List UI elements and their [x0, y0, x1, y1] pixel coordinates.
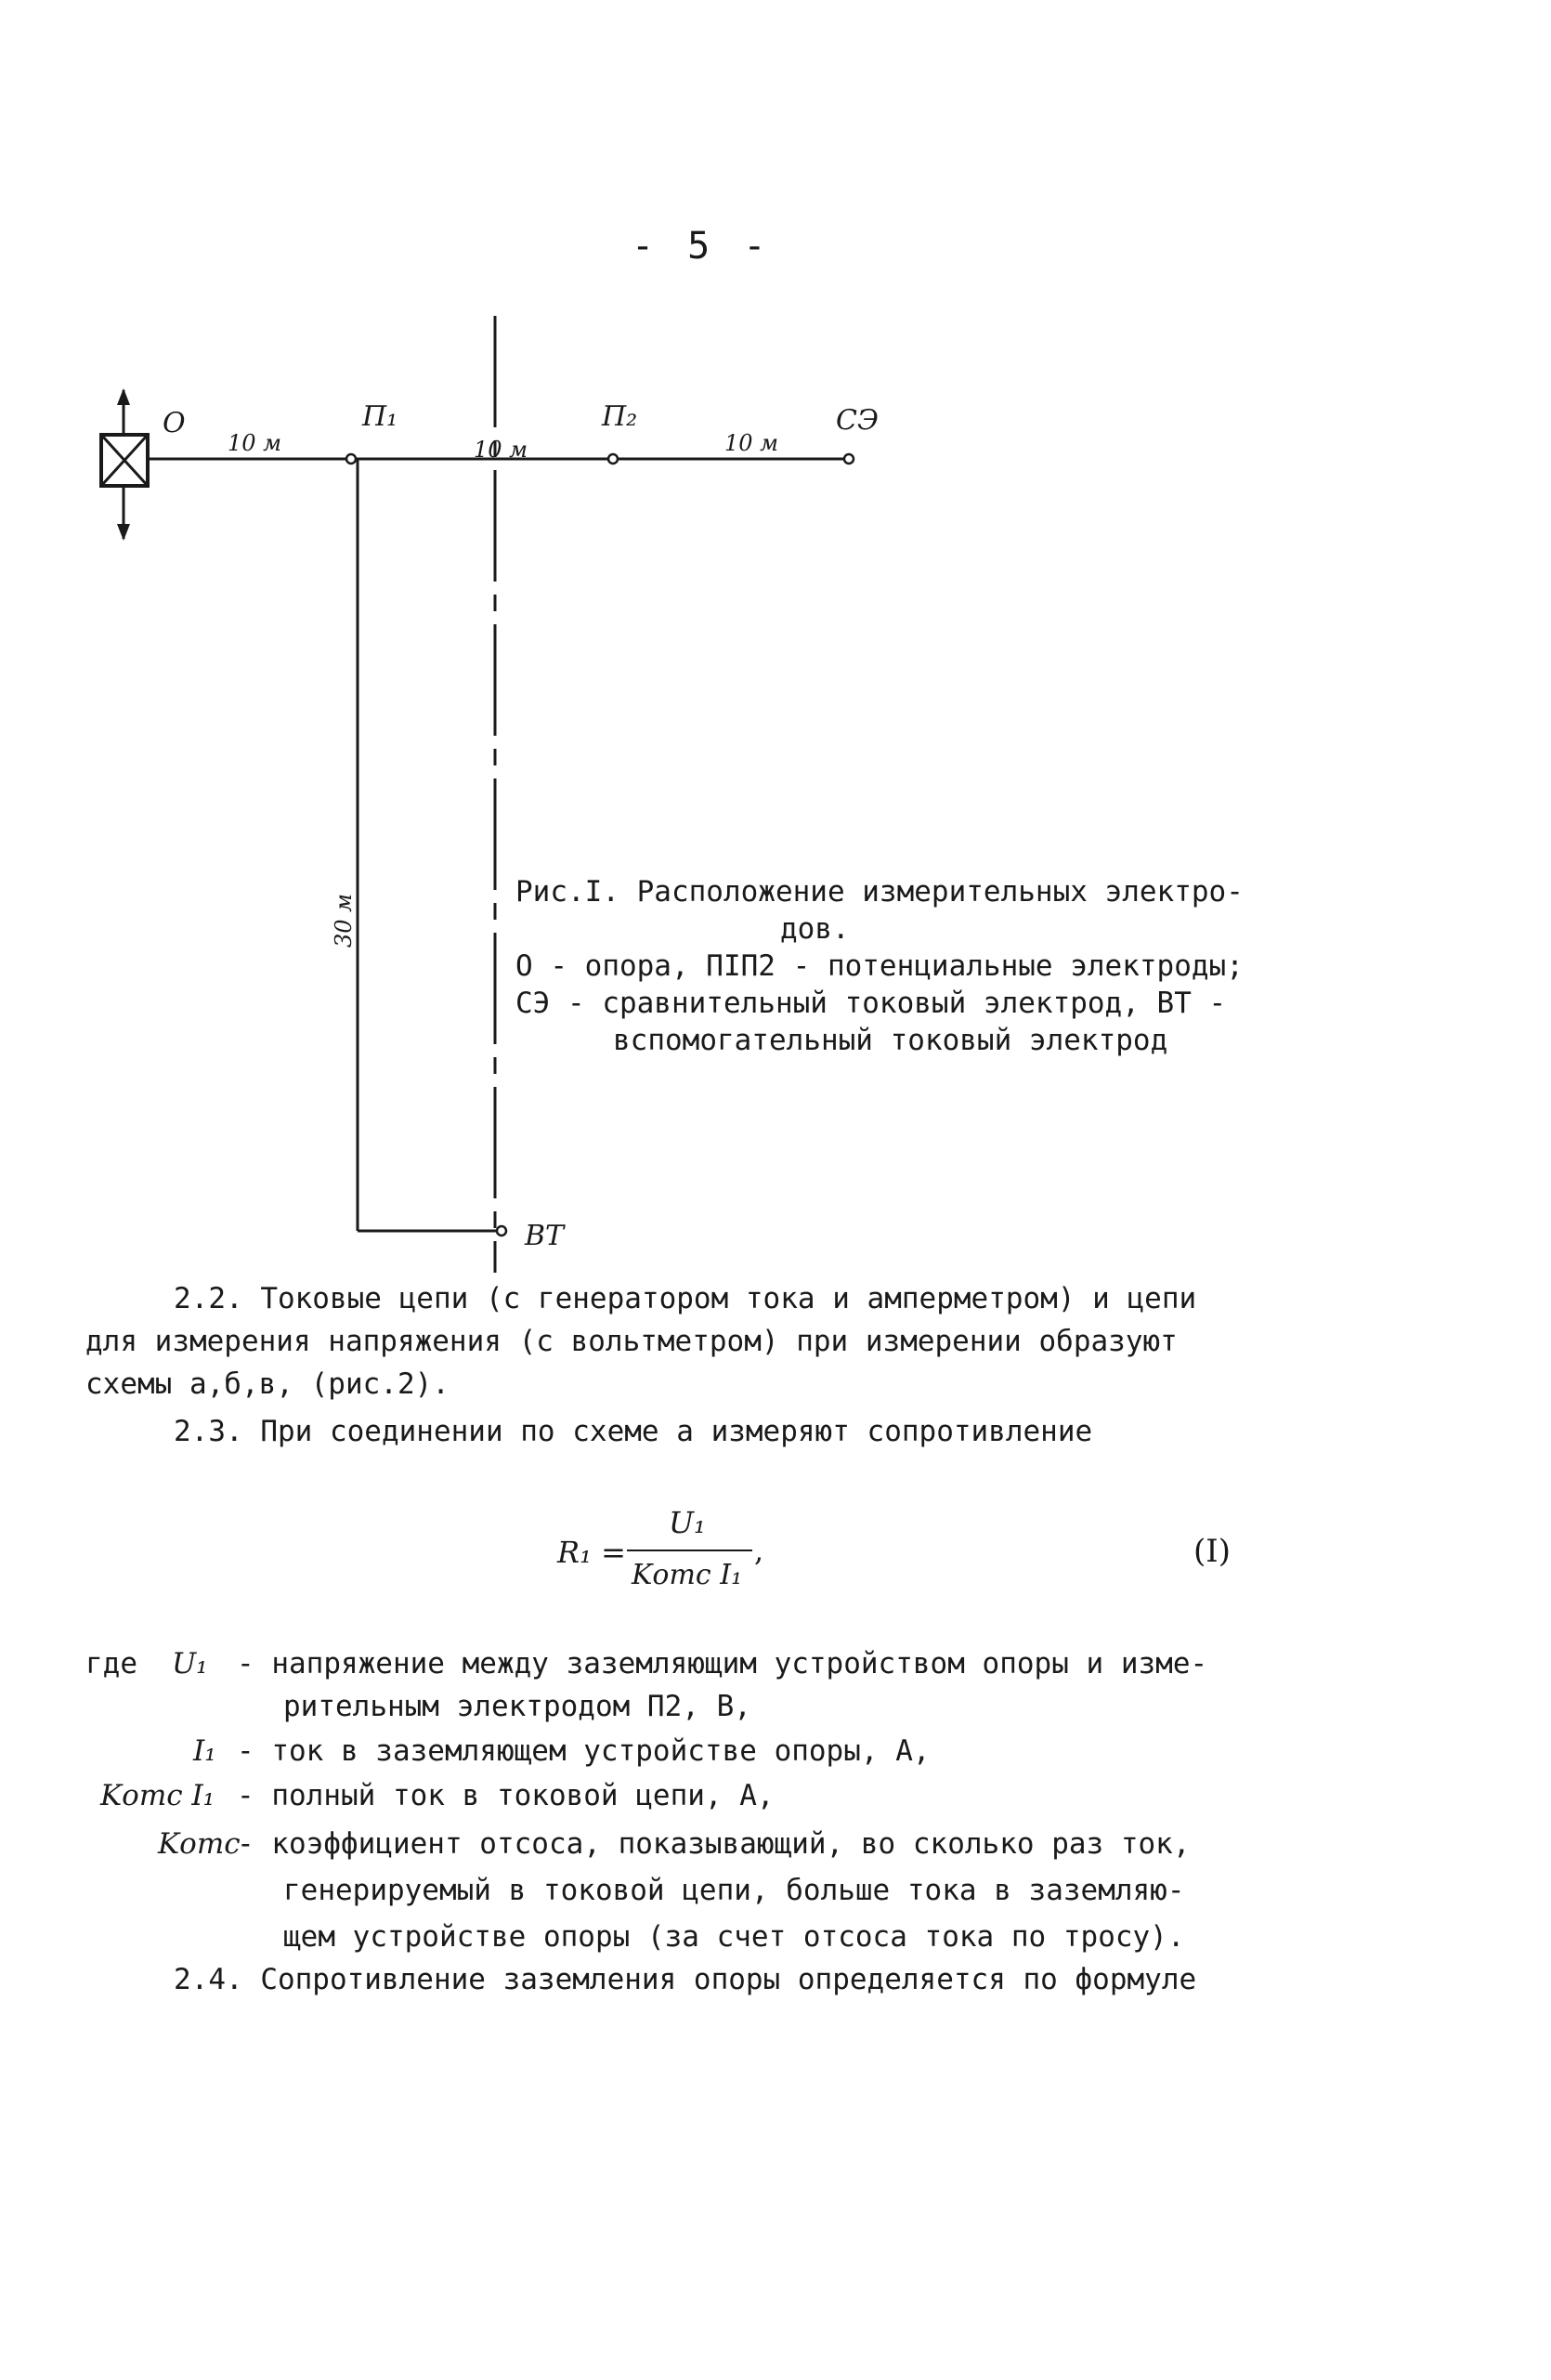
distance-label-vertical: 30 м — [331, 893, 357, 948]
electrode-p2-marker — [608, 454, 618, 464]
fraction-bar — [627, 1550, 752, 1551]
vt-label: ВТ — [525, 1220, 565, 1252]
definition-kotc-symbol: Kотс — [158, 1827, 241, 1861]
paragraph-2-2 — [85, 1277, 1196, 1406]
p22-line-3: схемы а,б,в, (рис.2). — [85, 1367, 450, 1401]
definition-kotc-line-1: - коэффициент отсоса, показывающий, во сколько раз ток, — [237, 1827, 1191, 1861]
support-symbol — [101, 388, 148, 541]
p2-label: П₂ — [602, 400, 638, 433]
definition-u1-line-2: рительным электродом П2, В, — [283, 1690, 751, 1723]
se-label: СЭ — [836, 404, 879, 437]
caption-line-4: СЭ - сравнительный токовый электрод, ВТ - — [515, 987, 1227, 1020]
distance-label-2: 10 м — [474, 437, 528, 463]
formula-numerator: U₁ — [669, 1505, 706, 1540]
caption-line-3: О - опора, ПIП2 - потенциальные электроды; — [515, 949, 1244, 983]
formula-comma: , — [754, 1533, 764, 1568]
electrode-vt-marker — [497, 1226, 506, 1236]
definition-where: где — [85, 1647, 137, 1680]
paragraph-2-4: 2.4. Сопротивление заземления опоры определяется по формуле — [174, 1963, 1197, 1996]
paragraph-2-3: 2.3. При соединении по схеме а измеряют сопротивление — [174, 1415, 1093, 1448]
definition-kotc-line-2: генерируемый в токовой цепи, больше тока в заземляю- — [283, 1874, 1185, 1907]
distance-label-1: 10 м — [228, 430, 282, 456]
definition-u1-line-1: - напряжение между заземляющим устройством опоры и изме- — [237, 1647, 1208, 1680]
formula-number: (I) — [1193, 1533, 1231, 1570]
support-label: О — [163, 407, 186, 439]
electrode-se-marker — [844, 454, 854, 464]
definition-kotc-line-3: щем устройстве опоры (за счет отсоса тока по тросу). — [283, 1920, 1185, 1954]
definition-kotc-i1-text: - полный ток в токовой цепи, А, — [237, 1779, 775, 1812]
page-number: - 5 - — [632, 225, 772, 268]
definition-u1-symbol: U₁ — [172, 1647, 208, 1680]
figure-caption — [515, 873, 1244, 1059]
formula-r1 — [557, 1505, 762, 1607]
definition-kotc-i1-symbol: Kотс I₁ — [100, 1779, 215, 1812]
distance-label-3: 10 м — [724, 430, 779, 456]
caption-line-5: вспомогательный токовый электрод — [613, 1024, 1168, 1057]
caption-line-1: Рис.I. Расположение измерительных электро- — [515, 875, 1244, 909]
p22-line-1: 2.2. Токовые цепи (с генератором тока и амперметром) и цепи — [174, 1282, 1197, 1315]
p22-line-2: для измерения напряжения (с вольтметром) при измерении образуют — [85, 1325, 1178, 1358]
formula-denominator: Kотс I₁ — [632, 1559, 743, 1591]
definition-i1-text: - ток в заземляющем устройстве опоры, А, — [237, 1734, 931, 1768]
p1-label: П₁ — [362, 400, 398, 433]
caption-line-2: дов. — [780, 912, 850, 946]
definition-i1-symbol: I₁ — [193, 1734, 216, 1768]
formula-lhs: R₁ = — [557, 1535, 626, 1570]
electrode-p1-marker — [346, 454, 356, 464]
